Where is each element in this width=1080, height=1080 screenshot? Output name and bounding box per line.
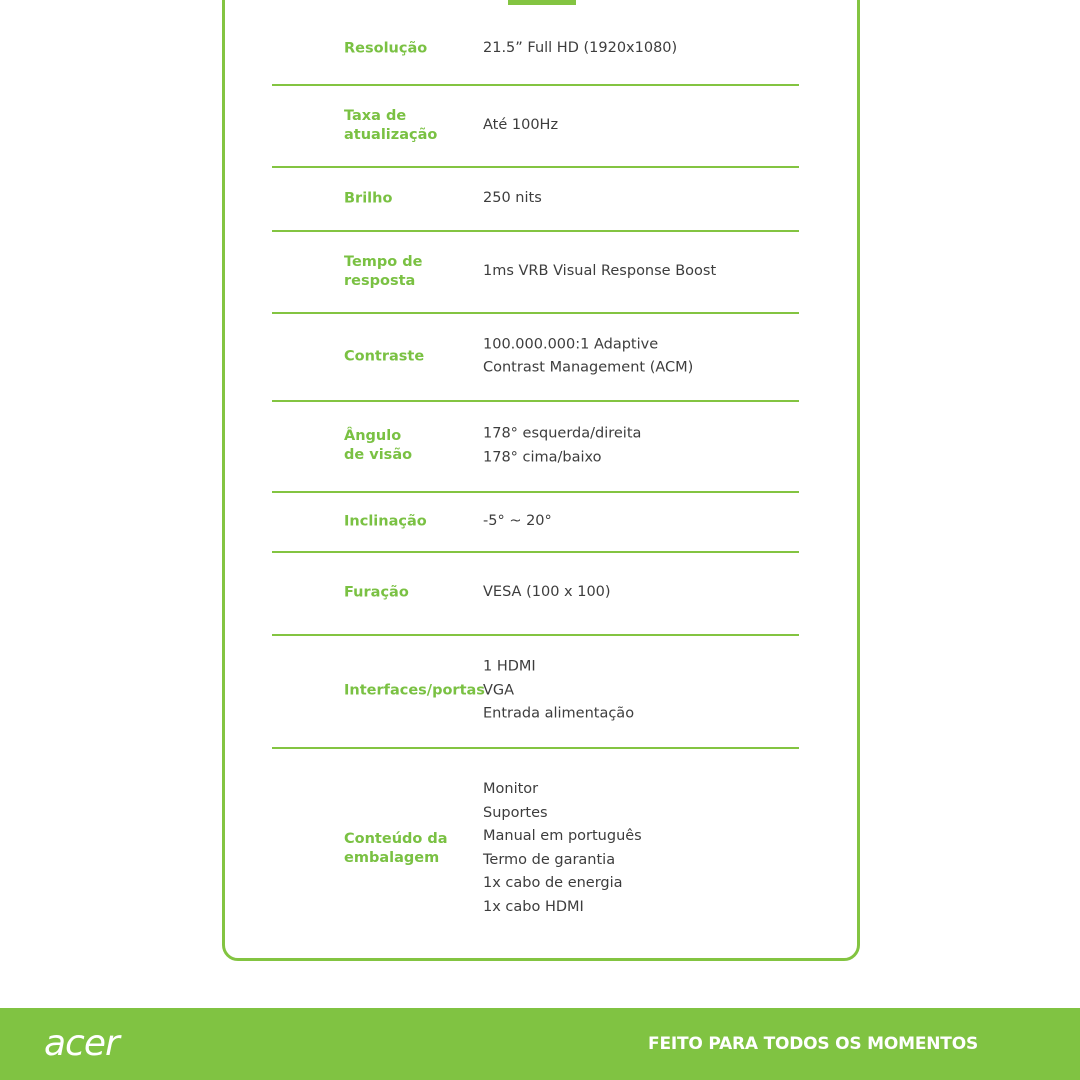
spec-row-tilt <box>272 492 799 553</box>
spec-row-response-time <box>272 231 799 314</box>
spec-value: Até 100Hz <box>483 116 559 133</box>
spec-value: 250 nits <box>483 189 542 206</box>
footer-tagline: FEITO PARA TODOS OS MOMENTOS <box>648 1034 978 1054</box>
spec-value: 100.000.000:1 Adaptive Contrast Management (ACM) <box>483 335 694 376</box>
spec-value: 1ms VRB Visual Response Boost <box>483 262 717 279</box>
spec-value: Monitor Suportes Manual em português Termo de garantia 1x cabo de energia 1x cabo HDMI <box>483 781 642 916</box>
spec-row-package-contents <box>272 748 799 950</box>
spec-label: Tempo de resposta <box>344 253 423 289</box>
spec-label: Interfaces/portas <box>344 682 485 699</box>
spec-row-contrast <box>272 313 799 402</box>
spec-row-interfaces <box>272 635 799 749</box>
spec-value: 21.5” Full HD (1920x1080) <box>483 40 678 57</box>
spec-value: 1 HDMI VGA Entrada alimentação <box>483 658 635 722</box>
spec-row-refresh-rate <box>272 85 799 168</box>
spec-label: Ângulo de visão <box>344 428 413 463</box>
spec-label: Resolução <box>344 40 428 57</box>
spec-value: -5° ~ 20° <box>483 512 552 529</box>
spec-row-mounting <box>272 552 799 636</box>
spec-value: VESA (100 x 100) <box>483 584 611 601</box>
spec-label: Taxa de atualização <box>344 107 438 143</box>
spec-row-resolution <box>272 14 799 86</box>
spec-row-brightness <box>272 167 799 232</box>
spec-label: Furação <box>344 584 409 601</box>
spec-label: Conteúdo da embalagem <box>344 831 448 866</box>
acer-logo: acer <box>44 1023 119 1064</box>
spec-value: 178° esquerda/direita 178° cima/baixo <box>483 425 642 465</box>
top-accent-bar <box>508 0 576 5</box>
spec-label: Brilho <box>344 190 393 206</box>
spec-row-viewing-angle <box>272 401 799 493</box>
spec-label: Contraste <box>344 348 425 364</box>
spec-label: Inclinação <box>344 513 427 529</box>
footer-bar <box>0 1008 1080 1080</box>
